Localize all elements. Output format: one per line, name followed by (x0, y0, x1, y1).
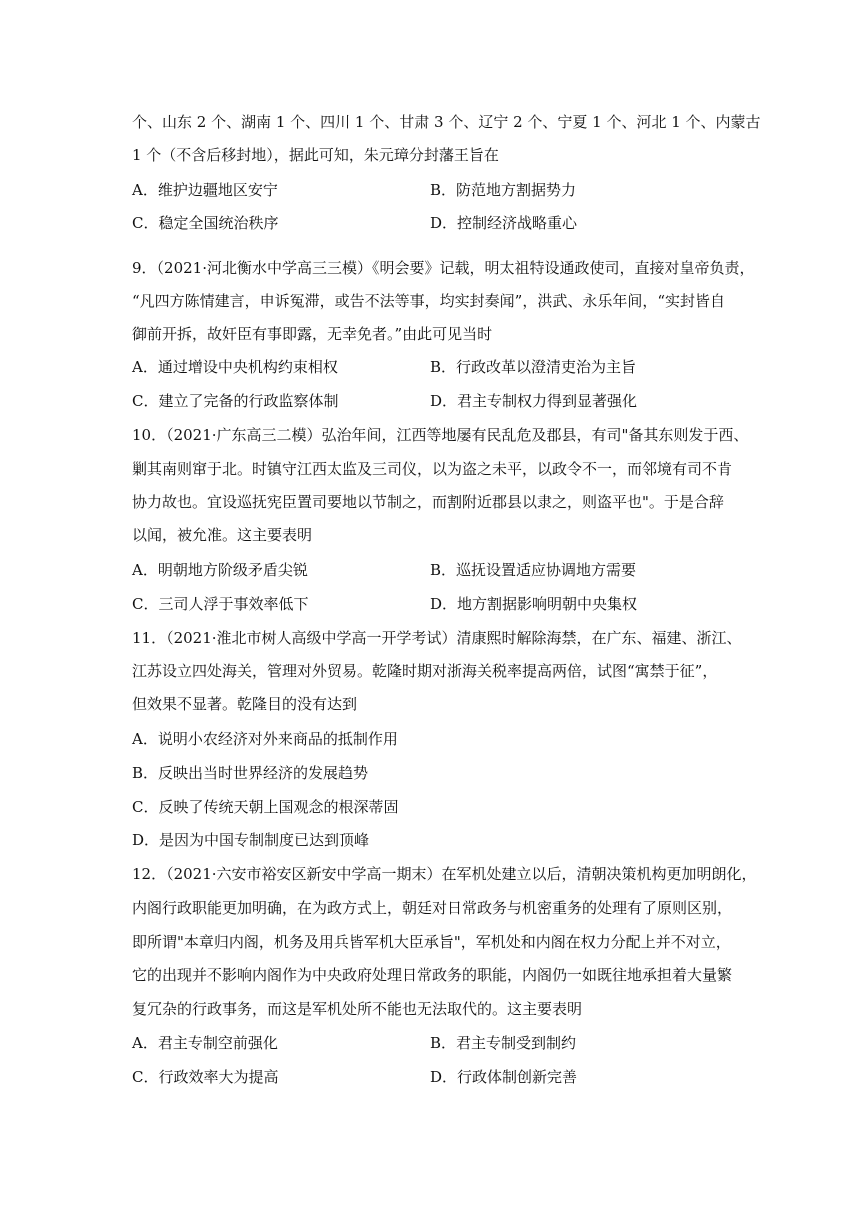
q9-option-d: D．君主专制权力得到显著强化 (430, 392, 638, 410)
q8-option-c: C．稳定全国统治秩序 (132, 214, 279, 232)
q11-line-3: 但效果不显著。乾隆目的没有达到 (132, 695, 358, 713)
q9-option-b: B．行政改革以澄清吏治为主旨 (430, 358, 637, 376)
q11-line-1: 11．（2021·淮北市树人高级中学高一开学考试）清康熙时解除海禁，在广东、福建、浙江、 (132, 629, 742, 647)
q12-line-2: 内阁行政职能更加明确，在为政方式上，朝廷对日常政务与机密重务的处理有了原则区别， (132, 899, 733, 917)
q12-line-5: 复冗杂的行政事务，而这是军机处所不能也无法取代的。这主要表明 (132, 1000, 583, 1018)
q10-option-a: A．明朝地方阶级矛盾尖锐 (132, 561, 308, 579)
q9-line-3: 御前开拆，故奸臣有事即露，无幸免者。”由此可见当时 (132, 325, 493, 343)
q10-line-2: 剿其南则窜于北。时镇守江西太监及三司仪，以为盗之未平，以政令不一，而邻境有司不肯 (132, 460, 733, 478)
q9-option-c: C．建立了完备的行政监察体制 (132, 392, 339, 410)
q8-line-1: 个、山东 2 个、湖南 1 个、四川 1 个、甘肃 3 个、辽宁 2 个、宁夏 1 个、河北 1 个、内蒙古 (132, 113, 761, 131)
q8-option-a: A．维护边疆地区安宁 (132, 181, 278, 199)
q10-line-3: 协力故也。宜设巡抚宪臣置司要地以节制之，而割附近郡县以隶之，则盗平也"。于是合辞 (132, 493, 724, 511)
q10-line-4: 以闻，被允准。这主要表明 (132, 526, 313, 544)
q10-option-c: C．三司人浮于事效率低下 (132, 595, 309, 613)
q8-option-d: D．控制经济战略重心 (430, 214, 578, 232)
q12-option-c: C．行政效率大为提高 (132, 1068, 279, 1086)
q8-line-2: 1 个（不含后移封地），据此可知，朱元璋分封藩王旨在 (132, 146, 499, 164)
q12-line-4: 它的出现并不影响内阁作为中央政府处理日常政务的职能，内阁仍一如既往地承担着大量繁 (132, 966, 733, 984)
q9-option-a: A．通过增设中央机构约束相权 (132, 358, 338, 376)
q11-option-b: B．反映出当时世界经济的发展趋势 (132, 764, 369, 782)
q9-line-1: 9．（2021·河北衡水中学高三三模）《明会要》记载，明太祖特设通政使司，直接对皇帝负责， (132, 259, 755, 277)
q11-line-2: 江苏设立四处海关，管理对外贸易。乾隆时期对浙海关税率提高两倍，试图“寓禁于征”， (132, 662, 718, 680)
q12-option-d: D．行政体制创新完善 (430, 1068, 578, 1086)
q11-option-c: C．反映了传统天朝上国观念的根深蒂固 (132, 798, 399, 816)
q11-option-a: A．说明小农经济对外来商品的抵制作用 (132, 730, 398, 748)
q10-option-b: B．巡抚设置适应协调地方需要 (430, 561, 637, 579)
q12-option-b: B．君主专制受到制约 (430, 1034, 577, 1052)
q10-option-d: D．地方割据影响明朝中央集权 (430, 595, 638, 613)
q12-option-a: A．君主专制空前强化 (132, 1034, 278, 1052)
q12-line-3: 即所谓"本章归内阁，机务及用兵皆军机大臣承旨"，军机处和内阁在权力分配上并不对立， (132, 933, 731, 951)
q11-option-d: D．是因为中国专制制度已达到顶峰 (132, 831, 370, 849)
q10-line-1: 10．（2021·广东高三二模）弘治年间，江西等地屡有民乱危及郡县，有司"备其东则发于西、 (132, 426, 749, 444)
q8-option-b: B．防范地方割据势力 (430, 181, 577, 199)
q9-line-2: “凡四方陈情建言，申诉冤滞，或告不法等事，均实封奏闻”，洪武、永乐年间，“实封皆自 (132, 292, 726, 310)
q12-line-1: 12．（2021·六安市裕安区新安中学高一期末）在军机处建立以后，清朝决策机构更加明朗化， (132, 865, 757, 883)
